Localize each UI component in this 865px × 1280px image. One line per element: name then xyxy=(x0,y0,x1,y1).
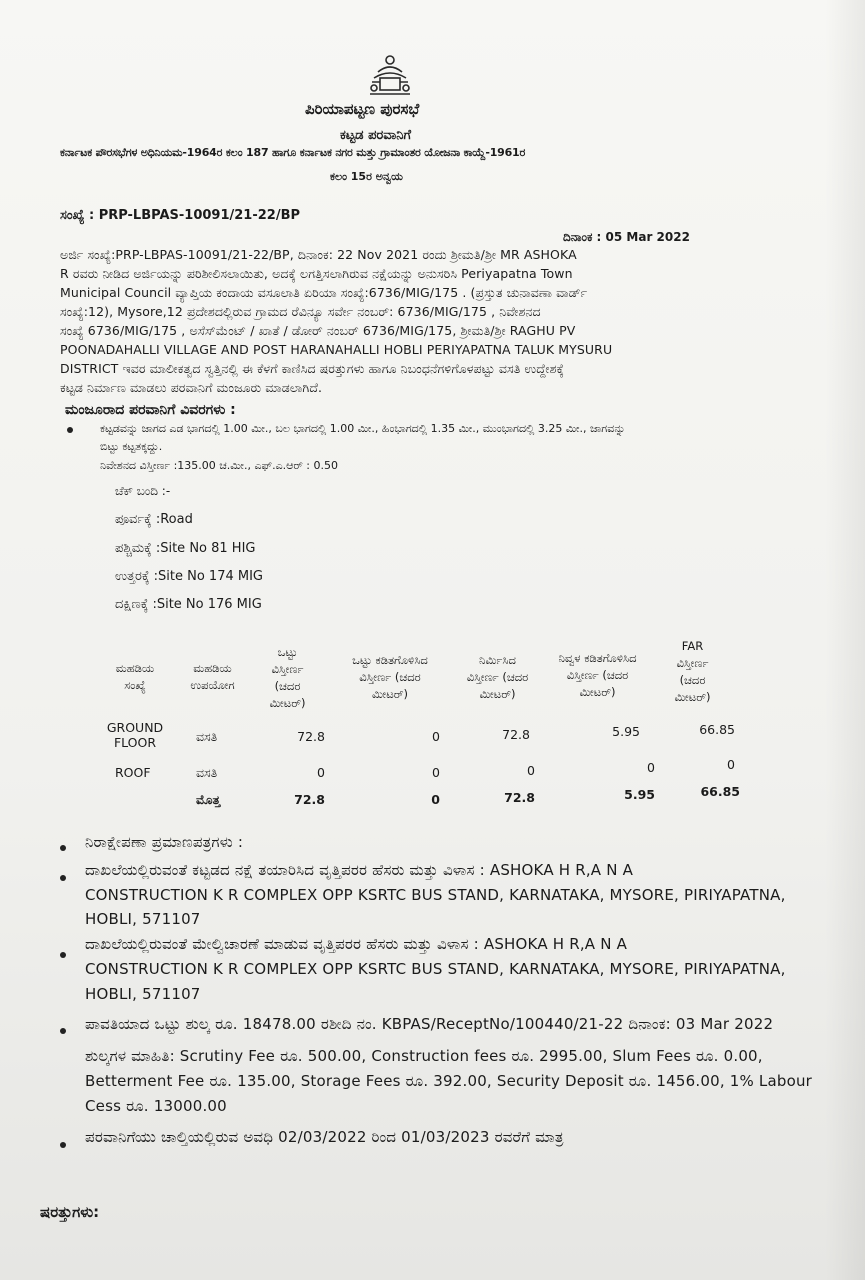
table-row-floor: ROOF xyxy=(115,765,151,780)
intro-line: ಕಟ್ಟಡ ನಿರ್ಮಾಣ ಮಾಡಲು ಪರವಾನಿಗೆ ಮಂಜೂರು ಮಾಡಲಾಗಿದೆ. xyxy=(60,380,323,395)
fee-line: ಶುಲ್ಕಗಳ ಮಾಹಿತಿ: Scrutiny Fee ರೂ. 500.00, Construction fees ರೂ. 2995.00, Slum Fees ರೂ. 0.00, xyxy=(85,1047,763,1065)
table-total-label: ಮೊತ್ತ xyxy=(196,792,221,807)
table-header-deducted-area: ಒಟ್ಟು ಕಡಿತಗೊಳಿಸಿದ ವಿಸ್ತೀರ್ಣ (ಚದರ ಮೀಟರ್) xyxy=(352,653,428,701)
act-line-1: ಕರ್ನಾಟಕ ಪೌರಸಭೆಗಳ ಅಧಿನಿಯಮ-1964ರ ಕಲಂ 187 ಹಾಗೂ ಕರ್ನಾಟಕ ನಗರ ಮತ್ತು ಗ್ರಾಮಾಂತರ ಯೋಜನಾ ಕಾಯ್ದೆ-1961ರ xyxy=(60,146,526,159)
fee-line: Betterment Fee ರೂ. 135.00, Storage Fees ರೂ. 392.00, Security Deposit ರೂ. 1456.00, 1% Labour xyxy=(85,1072,813,1090)
table-header-net-deducted: ನಿವ್ವಳ ಕಡಿತಗೊಳಿಸಿದ ವಿಸ್ತೀರ್ಣ (ಚದರ ಮೀಟರ್) xyxy=(558,651,637,699)
table-header-far: FAR ವಿಸ್ತೀರ್ಣ (ಚದರ ಮೀಟರ್) xyxy=(674,639,711,704)
act-line-2: ಕಲಂ 15ರ ಅನ್ವಯ xyxy=(330,170,403,183)
boundary-west: ಪಶ್ಚಿಮಕ್ಕೆ :Site No 81 HIG xyxy=(115,541,256,556)
table-header-total-area: ಒಟ್ಟು ವಿಸ್ತೀರ್ಣ (ಚದರ ಮೀಟರ್) xyxy=(269,645,306,710)
bullet-icon xyxy=(60,845,66,851)
architect-line: ದಾಖಲೆಯಲ್ಲಿರುವಂತೆ ಕಟ್ಟಡದ ನಕ್ಷೆ ತಯಾರಿಸಿದ ವೃತ್ತಿಪರರ ಹೆಸರು ಮತ್ತು ವಿಳಾಸ : ASHOKA H R,A N A xyxy=(85,861,634,879)
bullet-icon xyxy=(60,1028,66,1034)
table-header-floor: ಮಹಡಿಯ ಸಂಖ್ಯೆ xyxy=(115,661,155,692)
intro-line: POONADAHALLI VILLAGE AND POST HARANAHALLI HOBLI PERIYAPATNA TALUK MYSURU xyxy=(60,342,613,357)
intro-line: DISTRICT ಇವರ ಮಾಲೀಕತ್ವದ ಸ್ವತ್ತಿನಲ್ಲಿ ಈ ಕೆಳಗೆ ಕಾಣಿಸಿದ ಷರತ್ತುಗಳು ಹಾಗೂ ನಿಬಂಧನೆಗಳಿಗೊಳಪಟ್ಟು ವಸತಿ ಉದ್ದೇಶಕ್ಕೆ xyxy=(60,361,564,376)
table-total-deducted: 0 xyxy=(431,792,440,807)
boundary-north: ಉತ್ತರಕ್ಕೆ :Site No 174 MIG xyxy=(115,569,263,584)
bullet-icon xyxy=(60,952,66,958)
table-header-use: ಮಹಡಿಯ ಉಪಯೋಗ xyxy=(190,661,235,692)
issue-date: ದಿನಾಂಕ : 05 Mar 2022 xyxy=(563,230,690,244)
table-cell-net: 5.95 xyxy=(612,724,640,739)
page-shadow xyxy=(825,0,865,1280)
document-title: ಕಟ್ಟಡ ಪರವಾನಿಗೆ xyxy=(340,128,412,143)
architect-line: HOBLI, 571107 xyxy=(85,910,201,928)
table-cell-deducted: 0 xyxy=(432,729,440,744)
table-cell-use: ವಸತಿ xyxy=(196,729,218,744)
fee-line: ಪಾವತಿಯಾದ ಒಟ್ಟು ಶುಲ್ಕ ರೂ. 18478.00 ರಶೀದಿ ನಂ. KBPAS/ReceptNo/100440/21-22 ದಿನಾಂಕ: 03 Mar 2022 xyxy=(85,1015,774,1033)
supervisor-line: HOBLI, 571107 xyxy=(85,985,201,1003)
boundary-east: ಪೂರ್ವಕ್ಕೆ :Road xyxy=(115,512,193,527)
council-name: ಪಿರಿಯಾಪಟ್ಟಣ ಪುರಸಭೆ xyxy=(305,100,420,118)
fee-line: Cess ರೂ. 13000.00 xyxy=(85,1097,227,1115)
table-total-total: 72.8 xyxy=(294,792,325,807)
intro-line: R ರವರು ನೀಡಿದ ಅರ್ಜಿಯನ್ನು ಪರಿಶೀಲಿಸಲಾಯಿತು, ಅದಕ್ಕೆ ಲಗತ್ತಿಸಲಾಗಿರುವ ನಕ್ಷೆಯನ್ನು ಅನುಸರಿಸಿ Periyapatna Town xyxy=(60,266,573,281)
table-row-floor: GROUND FLOOR xyxy=(106,720,164,750)
permit-details-heading: ಮಂಜೂರಾದ ಪರವಾನಿಗೆ ವಿವರಗಳು : xyxy=(65,402,236,418)
architect-line: CONSTRUCTION K R COMPLEX OPP KSRTC BUS STAND, KARNATAKA, MYSORE, PIRIYAPATNA, xyxy=(85,886,786,904)
table-cell-use: ವಸತಿ xyxy=(196,765,218,780)
intro-line: Municipal Council ವ್ಯಾಪ್ತಿಯ ಕಂದಾಯ ವಸೂಲಾತಿ ಏರಿಯಾ ಸಂಖ್ಯೆ:6736/MIG/175 . (ಪ್ರಸ್ತುತ ಚುನಾವಣಾ ವಾರ್ಡ್ xyxy=(60,285,588,300)
table-cell-total: 0 xyxy=(317,765,325,780)
table-total-far: 66.85 xyxy=(700,784,740,799)
boundary-heading: ಚೆಕ್ ಬಂದಿ :- xyxy=(115,484,171,498)
reference-number: ಸಂಖ್ಯೆ : PRP-LBPAS-10091/21-22/BP xyxy=(60,208,301,223)
table-cell-far: 66.85 xyxy=(699,722,735,737)
noc-heading: ನಿರಾಕ್ಷೇಪಣಾ ಪ್ರಮಾಣಪತ್ರಗಳು : xyxy=(85,833,244,851)
table-cell-built: 72.8 xyxy=(502,727,530,742)
conditions-heading: ಷರತ್ತುಗಳು: xyxy=(40,1203,100,1221)
site-area: ನಿವೇಶನದ ವಿಸ್ತೀರ್ಣ :135.00 ಚ.ಮೀ., ಎಫ್.ಎ.ಆರ್ : 0.50 xyxy=(100,459,339,472)
intro-line: ಸಂಖ್ಯೆ 6736/MIG/175 , ಅಸೆಸ್‌ಮೆಂಟ್ / ಖಾತೆ / ಡೋರ್ ನಂಬರ್ 6736/MIG/175, ಶ್ರೀಮತಿ/ಶ್ರೀ RAGHU PV xyxy=(60,323,576,338)
table-header-built-area: ನಿರ್ಮಿಸಿದ ವಿಸ್ತೀರ್ಣ (ಚದರ ಮೀಟರ್) xyxy=(466,653,529,701)
table-cell-far: 0 xyxy=(727,757,735,772)
bullet-icon xyxy=(60,875,66,881)
setback-line: ಕಟ್ಟಡವನ್ನು ಜಾಗದ ಎಡ ಭಾಗದಲ್ಲಿ 1.00 ಮೀ., ಬಲ ಭಾಗದಲ್ಲಿ 1.00 ಮೀ., ಹಿಂಭಾಗದಲ್ಲಿ 1.35 ಮೀ., ಮುಂಭಾಗದಲ್ಲಿ 3.25 ಮೀ., ಜಾಗವನ್ನು xyxy=(100,422,626,435)
table-cell-total: 72.8 xyxy=(297,729,325,744)
emblem-icon xyxy=(360,52,420,102)
table-cell-deducted: 0 xyxy=(432,765,440,780)
supervisor-line: ದಾಖಲೆಯಲ್ಲಿರುವಂತೆ ಮೇಲ್ವಿಚಾರಣೆ ಮಾಡುವ ವೃತ್ತಿಪರರ ಹೆಸರು ಮತ್ತು ವಿಳಾಸ : ASHOKA H R,A N A xyxy=(85,935,628,953)
boundary-south: ದಕ್ಷಿಣಕ್ಕೆ :Site No 176 MIG xyxy=(115,597,262,612)
intro-line: ಅರ್ಜಿ ಸಂಖ್ಯೆ:PRP-LBPAS-10091/21-22/BP, ದಿನಾಂಕ: 22 Nov 2021 ರಂದು ಶ್ರೀಮತಿ/ಶ್ರೀ MR ASHOKA xyxy=(60,247,577,262)
validity-line: ಪರವಾನಿಗೆಯು ಚಾಲ್ತಿಯಲ್ಲಿರುವ ಅವಧಿ 02/03/2022 ರಿಂದ 01/03/2023 ರವರೆಗೆ ಮಾತ್ರ xyxy=(85,1128,564,1146)
table-total-net: 5.95 xyxy=(624,787,655,802)
setback-line: ಬಿಟ್ಟು ಕಟ್ಟತಕ್ಕದ್ದು. xyxy=(100,440,163,453)
table-cell-built: 0 xyxy=(527,763,535,778)
supervisor-line: CONSTRUCTION K R COMPLEX OPP KSRTC BUS STAND, KARNATAKA, MYSORE, PIRIYAPATNA, xyxy=(85,960,786,978)
intro-line: ಸಂಖ್ಯೆ:12), Mysore,12 ಪ್ರದೇಶದಲ್ಲಿರುವ ಗ್ರಾಮದ ರೆವಿನ್ಯೂ ಸರ್ವೇ ನಂಬರ್: 6736/MIG/175 , ನಿವೇಶನದ xyxy=(60,304,541,319)
table-total-built: 72.8 xyxy=(504,790,535,805)
bullet-icon xyxy=(60,1142,66,1148)
bullet-icon xyxy=(67,427,73,433)
table-cell-net: 0 xyxy=(647,760,655,775)
